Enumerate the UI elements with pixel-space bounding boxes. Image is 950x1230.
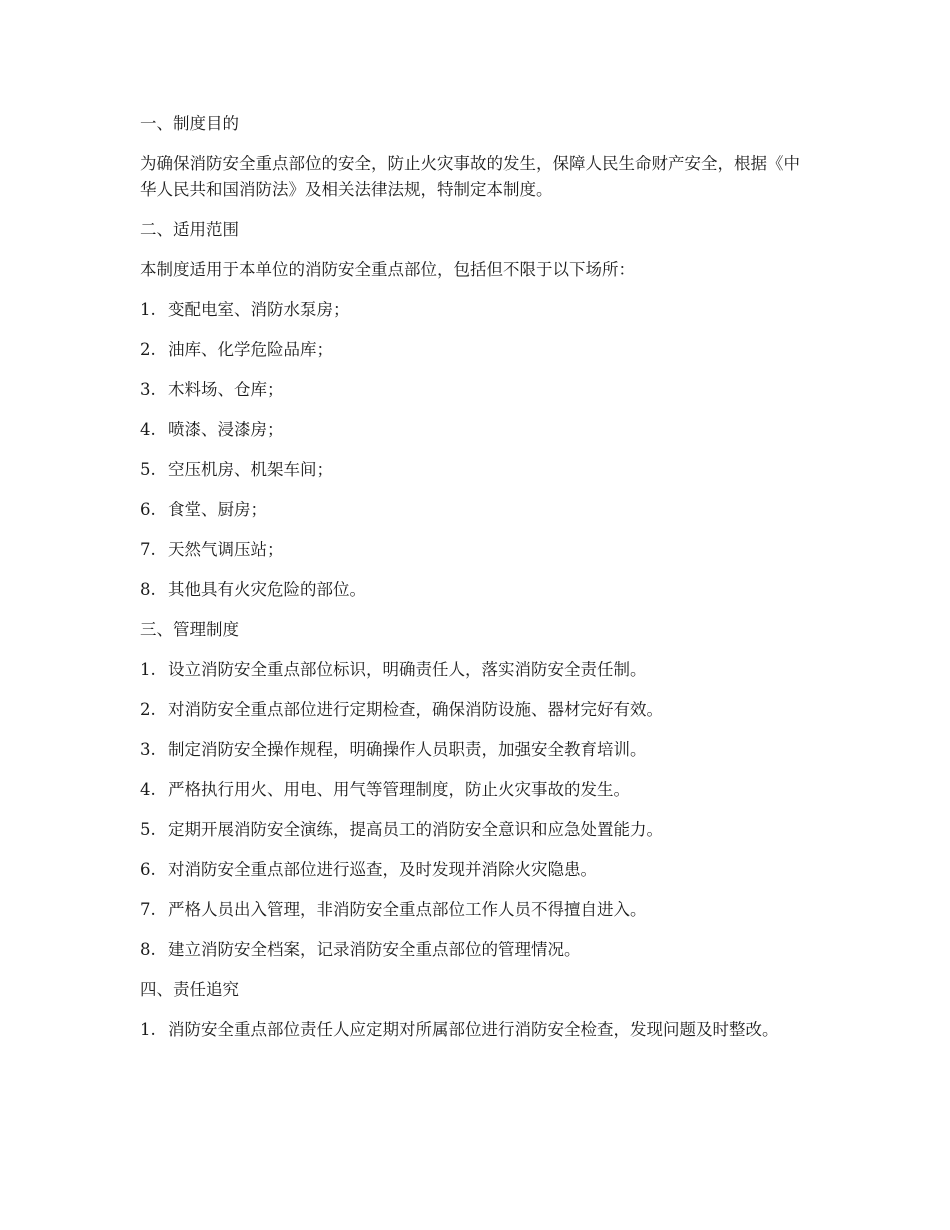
list-item	[140, 377, 810, 403]
list-item-number: 8.	[140, 580, 156, 599]
list-item-text: 定期开展消防安全演练，提高员工的消防安全意识和应急处置能力。	[168, 820, 663, 839]
list-item-text: 设立消防安全重点部位标识，明确责任人，落实消防安全责任制。	[168, 660, 647, 679]
list-item-text: 木料场、仓库；	[168, 380, 284, 399]
list-item	[140, 457, 810, 483]
section-heading-accountability: 四、责任追究	[140, 980, 239, 999]
list-item	[140, 737, 810, 763]
document-content	[140, 111, 810, 1057]
list-item	[140, 697, 810, 723]
list-item	[140, 897, 810, 923]
section-heading-management: 三、管理制度	[140, 620, 239, 639]
list-item-text: 对消防安全重点部位进行巡查，及时发现并消除火灾隐患。	[168, 860, 597, 879]
list-item-text: 制定消防安全操作规程，明确操作人员职责，加强安全教育培训。	[168, 740, 647, 759]
list-item	[140, 497, 810, 523]
section-body-purpose: 为确保消防安全重点部位的安全，防止火灾事故的发生，保障人民生命财产安全，根据《中华人民共和国消防法》及相关法律法规，特制定本制度。	[140, 154, 800, 199]
list-item	[140, 1017, 810, 1043]
list-item-text: 喷漆、浸漆房；	[168, 420, 284, 439]
list-item	[140, 777, 810, 803]
list-item-number: 1.	[140, 300, 156, 319]
list-item-number: 7.	[140, 540, 156, 559]
section-intro-scope: 本制度适用于本单位的消防安全重点部位，包括但不限于以下场所：	[140, 260, 635, 279]
list-item-text: 严格人员出入管理，非消防安全重点部位工作人员不得擅自进入。	[168, 900, 647, 919]
list-item-number: 5.	[140, 820, 156, 839]
list-item-number: 1.	[140, 660, 156, 679]
list-item-text: 对消防安全重点部位进行定期检查，确保消防设施、器材完好有效。	[168, 700, 663, 719]
list-item	[140, 857, 810, 883]
list-item-text: 油库、化学危险品库；	[168, 340, 333, 359]
list-item-number: 2.	[140, 700, 156, 719]
list-item-text: 建立消防安全档案，记录消防安全重点部位的管理情况。	[168, 940, 581, 959]
list-item-number: 7.	[140, 900, 156, 919]
section-heading-scope: 二、适用范围	[140, 220, 239, 239]
list-item-text: 变配电室、消防水泵房；	[168, 300, 350, 319]
list-item-text: 空压机房、机架车间；	[168, 460, 333, 479]
list-item	[140, 657, 810, 683]
list-item-text: 食堂、厨房；	[168, 500, 267, 519]
list-item-number: 5.	[140, 460, 156, 479]
list-item-number: 6.	[140, 500, 156, 519]
list-item-text: 严格执行用火、用电、用气等管理制度，防止火灾事故的发生。	[168, 780, 630, 799]
list-item	[140, 297, 810, 323]
list-item-number: 3.	[140, 740, 156, 759]
list-item-text: 消防安全重点部位责任人应定期对所属部位进行消防安全检查，发现问题及时整改。	[168, 1020, 779, 1039]
list-item	[140, 417, 810, 443]
list-item-number: 2.	[140, 340, 156, 359]
list-item-number: 1.	[140, 1020, 156, 1039]
list-item-text: 其他具有火灾危险的部位。	[168, 580, 366, 599]
section-heading-purpose: 一、制度目的	[140, 114, 239, 133]
list-item	[140, 937, 810, 963]
list-item-text: 天然气调压站；	[168, 540, 284, 559]
list-item	[140, 537, 810, 563]
list-item-number: 6.	[140, 860, 156, 879]
list-item	[140, 337, 810, 363]
list-item	[140, 817, 810, 843]
list-item-number: 4.	[140, 420, 156, 439]
list-item	[140, 577, 810, 603]
list-item-number: 3.	[140, 380, 156, 399]
list-item-number: 4.	[140, 780, 156, 799]
list-item-number: 8.	[140, 940, 156, 959]
